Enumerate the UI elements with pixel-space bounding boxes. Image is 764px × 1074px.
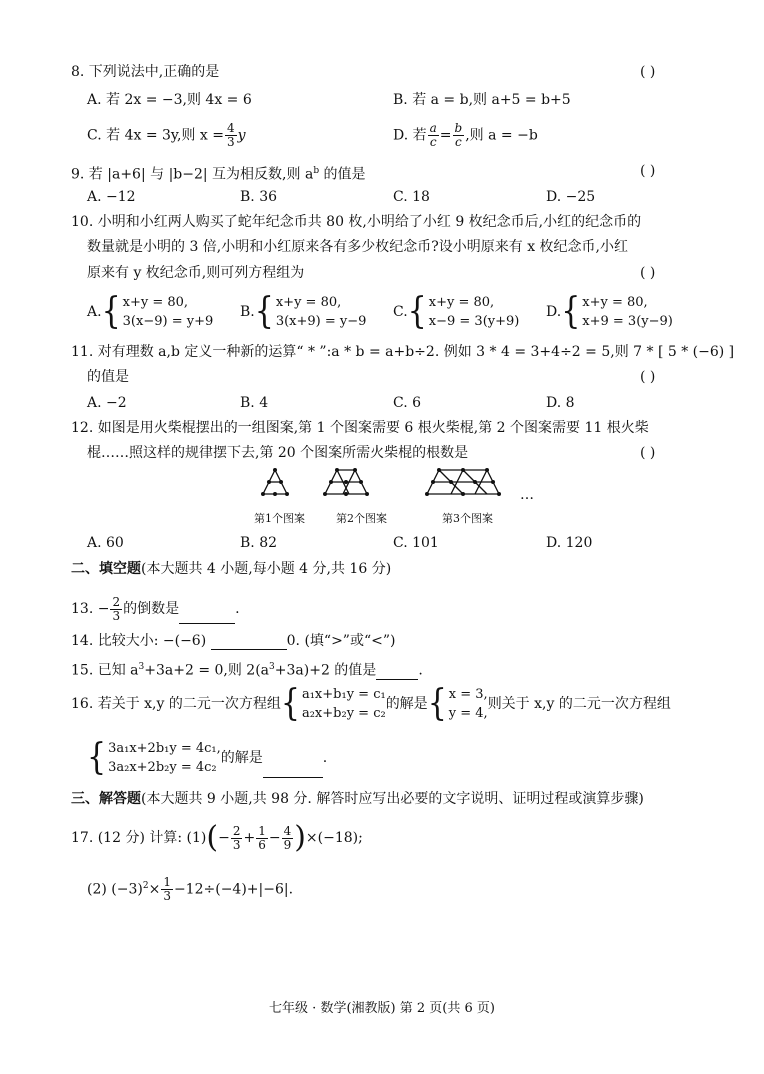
q17-pre: 17. (12 分) 计算: (1) (71, 830, 207, 846)
q16-brace2: { (427, 682, 447, 725)
q16-brace1: { (280, 682, 300, 725)
q8-d-num1: a (429, 121, 437, 135)
q12-caption-1: 第1个图案 (254, 512, 305, 525)
q9-stem-sup: b (313, 166, 320, 176)
q10-line2: 数量就是小明的 3 倍,小明和小红原来各有多少枚纪念币?设小明原来有 x 枚纪念币,小红 (87, 239, 629, 255)
q10-d-eq1: x+y = 80, (582, 295, 648, 310)
q8-option-c (87, 122, 246, 149)
q16-sol1: x = 3, (448, 687, 488, 702)
q12-ellipsis: … (520, 487, 534, 503)
q17-t1-sign: − (218, 830, 230, 846)
q16-eq4: 3a₂x+2b₂y = 4c₂ (108, 760, 217, 775)
q10-option-d (546, 292, 673, 332)
q17-t2-frac (256, 825, 268, 852)
q8-option-d (393, 122, 538, 149)
q14 (71, 632, 395, 650)
q17-t1-frac (231, 825, 243, 852)
q16-pre: 16. 若关于 x,y 的二元一次方程组 (71, 696, 281, 712)
q9-option-b: B. 36 (240, 189, 278, 205)
matchstick-figure-2 (323, 468, 369, 496)
q8-option-a: A. 若 2x = −3,则 4x = 6 (87, 92, 252, 108)
q15-sup2: 3 (269, 662, 275, 672)
q8-option-d-pre: D. 若 (393, 127, 427, 144)
q16-system1 (302, 685, 386, 723)
q8-option-d-post: ,则 a = −b (465, 127, 538, 144)
section-2-title: 二、填空题 (71, 561, 141, 577)
q12-answer-paren: ( ) (640, 445, 656, 461)
q15 (71, 658, 423, 680)
q12-caption-2: 第2个图案 (336, 512, 387, 525)
q8-option-b: B. 若 a = b,则 a+5 = b+5 (393, 92, 571, 108)
q8-answer-paren: ( ) (640, 64, 656, 80)
q12-option-c: C. 101 (393, 535, 439, 551)
q10-c-brace: { (407, 290, 427, 333)
q10-d-brace: { (561, 290, 581, 333)
q8-option-c-post: y (237, 127, 246, 144)
q17-t3-sign: − (268, 830, 281, 846)
q17-p2-x: × (148, 881, 161, 898)
q17-t1-den: 3 (232, 837, 241, 852)
q16-brace3: { (87, 736, 107, 779)
q17-t2-num: 1 (258, 823, 266, 838)
q10-answer-paren: ( ) (640, 265, 656, 281)
q17-right-paren: ) (294, 820, 306, 855)
q17-t3-frac (282, 825, 294, 852)
q8-c-den: 3 (226, 135, 235, 149)
q16-solution (449, 685, 488, 723)
q15-mid2: +3a)+2 的值是 (274, 662, 377, 679)
q16-post: 则关于 x,y 的二元一次方程组 (487, 696, 671, 712)
section-2-desc: (本大题共 4 小题,每小题 4 分,共 16 分) (141, 561, 392, 577)
q13-end: . (235, 601, 240, 617)
q10-b-system (276, 293, 367, 331)
q8-stem: 8. 下列说法中,正确的是 (71, 64, 220, 80)
q10-line3: 原来有 y 枚纪念币,则可列方程组为 (87, 265, 305, 281)
q10-b-eq2: 3(x+9) = y−9 (275, 314, 367, 329)
q16-mid: 的解是 (385, 696, 428, 712)
q16-answer-blank[interactable] (263, 763, 323, 778)
q12-option-d: D. 120 (546, 535, 593, 551)
q10-a-label: A. (87, 304, 102, 320)
q10-option-a (87, 292, 213, 332)
q10-c-system (429, 293, 520, 331)
section-3-heading (71, 790, 644, 808)
page-footer: 七年级 · 数学(湘教版) 第 2 页(共 6 页) (269, 1001, 495, 1016)
q17-part1 (71, 816, 363, 860)
q17-p2-sup: 2 (142, 881, 149, 891)
q13-num: 2 (112, 594, 121, 609)
q13 (71, 594, 240, 624)
q17-p2-post: −12÷(−4)+|−6|. (173, 881, 294, 898)
q9-stem (71, 162, 366, 184)
q10-a-brace: { (101, 290, 121, 333)
q11-option-a: A. −2 (87, 395, 127, 411)
q11-option-d: D. 8 (546, 395, 575, 411)
q9-option-a: A. −12 (87, 189, 136, 205)
q17-t3-num: 4 (283, 823, 292, 838)
q13-answer-blank[interactable] (179, 609, 235, 624)
q9-stem-end: 的值是 (319, 166, 366, 183)
q8-d-frac1 (428, 122, 439, 149)
q13-pre: 13. − (71, 601, 110, 617)
q10-c-eq2: x−9 = 3(y+9) (428, 314, 520, 329)
q11-line1: 11. 对有理数 a,b 定义一种新的运算“ * ”:a * b = a+b÷2. 例如 3 * 4 = 3+4÷2 = 5,则 7 * [ 5 * (−6) ] (71, 344, 735, 360)
q17-p2-pre: (2) (−3) (87, 881, 143, 898)
q10-a-system (123, 293, 214, 331)
q16-eq3: 3a₁x+2b₁y = 4c₁, (108, 741, 221, 756)
q17-t2-sign: + (243, 830, 256, 846)
q16-system2 (108, 739, 221, 777)
q10-a-eq1: x+y = 80, (122, 295, 189, 310)
q11-option-c: C. 6 (393, 395, 422, 411)
q15-sup1: 3 (138, 662, 145, 672)
q10-d-eq2: x+9 = 3(y−9) (582, 314, 673, 329)
q14-answer-blank[interactable] (211, 635, 287, 650)
q14-post: 0. (填“>”或“<”) (286, 633, 396, 649)
q13-den: 3 (112, 608, 121, 623)
q10-option-c (393, 292, 519, 332)
q16-eq2: a₂x+b₂y = c₂ (301, 706, 386, 721)
q16-end: . (322, 750, 328, 766)
q17-t3-den: 9 (283, 837, 292, 852)
q8-option-c-pre: C. 若 4x = 3y,则 x = (87, 127, 224, 144)
q8-d-den1: c (429, 135, 437, 149)
q10-a-eq2: 3(x−9) = y+9 (122, 314, 214, 329)
q15-pre: 15. 已知 a (71, 662, 139, 679)
q13-post: 的倒数是 (123, 601, 180, 617)
q9-option-c: C. 18 (393, 189, 430, 205)
matchstick-figure-1 (261, 468, 289, 496)
q17-t1-num: 2 (232, 823, 241, 838)
q10-b-brace: { (254, 290, 274, 333)
q8-option-c-fraction (225, 122, 237, 149)
q8-d-frac2 (453, 122, 465, 149)
q13-fraction (110, 596, 122, 623)
q10-d-label: D. (546, 304, 562, 320)
q10-option-b (240, 292, 366, 332)
q17-t2-den: 6 (258, 837, 266, 852)
q17-left-paren: ( (206, 820, 219, 855)
q11-answer-paren: ( ) (640, 369, 656, 385)
q8-d-num2: b (454, 121, 463, 135)
q15-answer-blank[interactable] (376, 665, 418, 680)
q12-caption-3: 第3个图案 (442, 512, 493, 525)
matchstick-figure-3 (425, 468, 501, 496)
q9-answer-paren: ( ) (640, 163, 656, 179)
section-2-heading (71, 560, 391, 578)
matchstick-figures (255, 464, 545, 506)
q10-d-system (582, 293, 673, 331)
q11-option-b: B. 4 (240, 395, 269, 411)
q17-t-post: ×(−18); (305, 830, 363, 846)
q8-c-num: 4 (226, 121, 235, 135)
q17-part2 (87, 866, 293, 910)
q16-line1 (71, 684, 671, 724)
q12-option-a: A. 60 (87, 535, 124, 551)
q12-line2: 棍……照这样的规律摆下去,第 20 个图案所需火柴棍的根数是 (87, 445, 469, 461)
q9-option-d: D. −25 (546, 189, 596, 205)
q17-p2-num: 1 (163, 875, 171, 890)
q9-stem-text: 9. 若 |a+6| 与 |b−2| 互为相反数,则 a (71, 166, 314, 183)
q8-d-den2: c (455, 135, 462, 149)
q10-c-eq1: x+y = 80, (428, 295, 495, 310)
q16-sol2: y = 4, (448, 706, 488, 721)
section-3-title: 三、解答题 (71, 791, 141, 807)
q10-b-label: B. (240, 304, 255, 320)
q16-end-pre: 的解是 (220, 750, 263, 766)
q14-pre: 14. 比较大小: −(−6) (71, 633, 207, 649)
q16-eq1: a₁x+b₁y = c₁ (301, 687, 386, 702)
q12-line1: 12. 如图是用火柴棍摆出的一组图案,第 1 个图案需要 6 根火柴棍,第 2 个图案需要 11 根火柴 (71, 420, 649, 436)
q15-end: . (418, 662, 423, 679)
q10-line1: 10. 小明和小红两人购买了蛇年纪念币共 80 枚,小明给了小红 9 枚纪念币后,小红的纪念币的 (71, 214, 642, 230)
q8-d-mid: = (439, 127, 452, 144)
q11-line2: 的值是 (87, 369, 129, 385)
q16-line2 (87, 738, 327, 778)
q10-b-eq1: x+y = 80, (275, 295, 342, 310)
q17-p2-den: 3 (163, 889, 171, 904)
q15-mid: +3a+2 = 0,则 2(a (144, 662, 270, 679)
q12-option-b: B. 82 (240, 535, 278, 551)
q10-c-label: C. (393, 304, 408, 320)
q17-p2-frac (161, 876, 173, 903)
section-3-desc: (本大题共 9 小题,共 98 分. 解答时应写出必要的文字说明、证明过程或演算步骤) (141, 791, 644, 807)
